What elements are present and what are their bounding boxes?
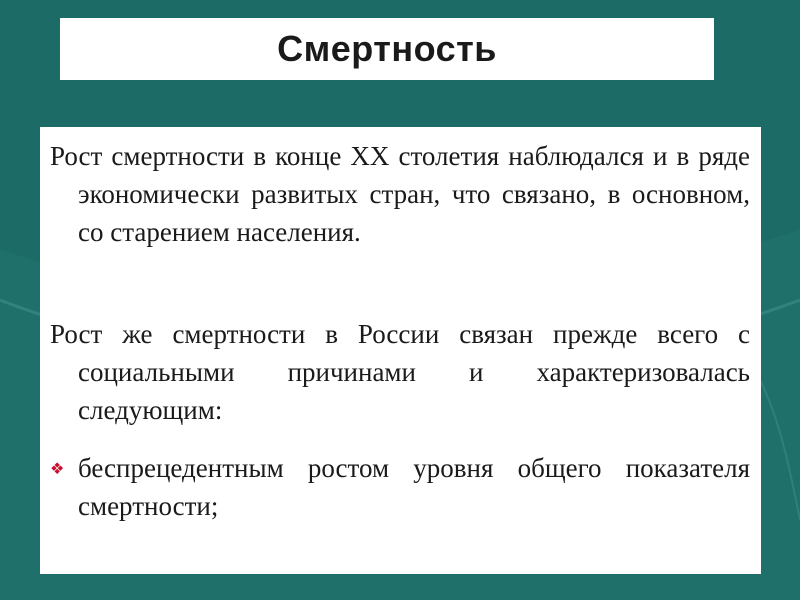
slide-title: Смертность — [277, 28, 497, 69]
bullet-item — [50, 449, 750, 525]
title-box — [60, 18, 714, 80]
bullet-text: беспрецедентным ростом уровня общего показателя смертности; — [78, 453, 750, 521]
content-box — [40, 127, 761, 574]
paragraph-1: Рост смертности в конце ХХ столетия наблюдался и в ряде экономически развитых стран, что связано, в основном, со старением населения. — [50, 141, 750, 247]
diamond-bullet-icon: ❖ — [50, 459, 65, 478]
paragraph-2: Рост же смертности в России связан прежде всего с социальными причинами и характеризовалась следующим: — [50, 319, 750, 425]
